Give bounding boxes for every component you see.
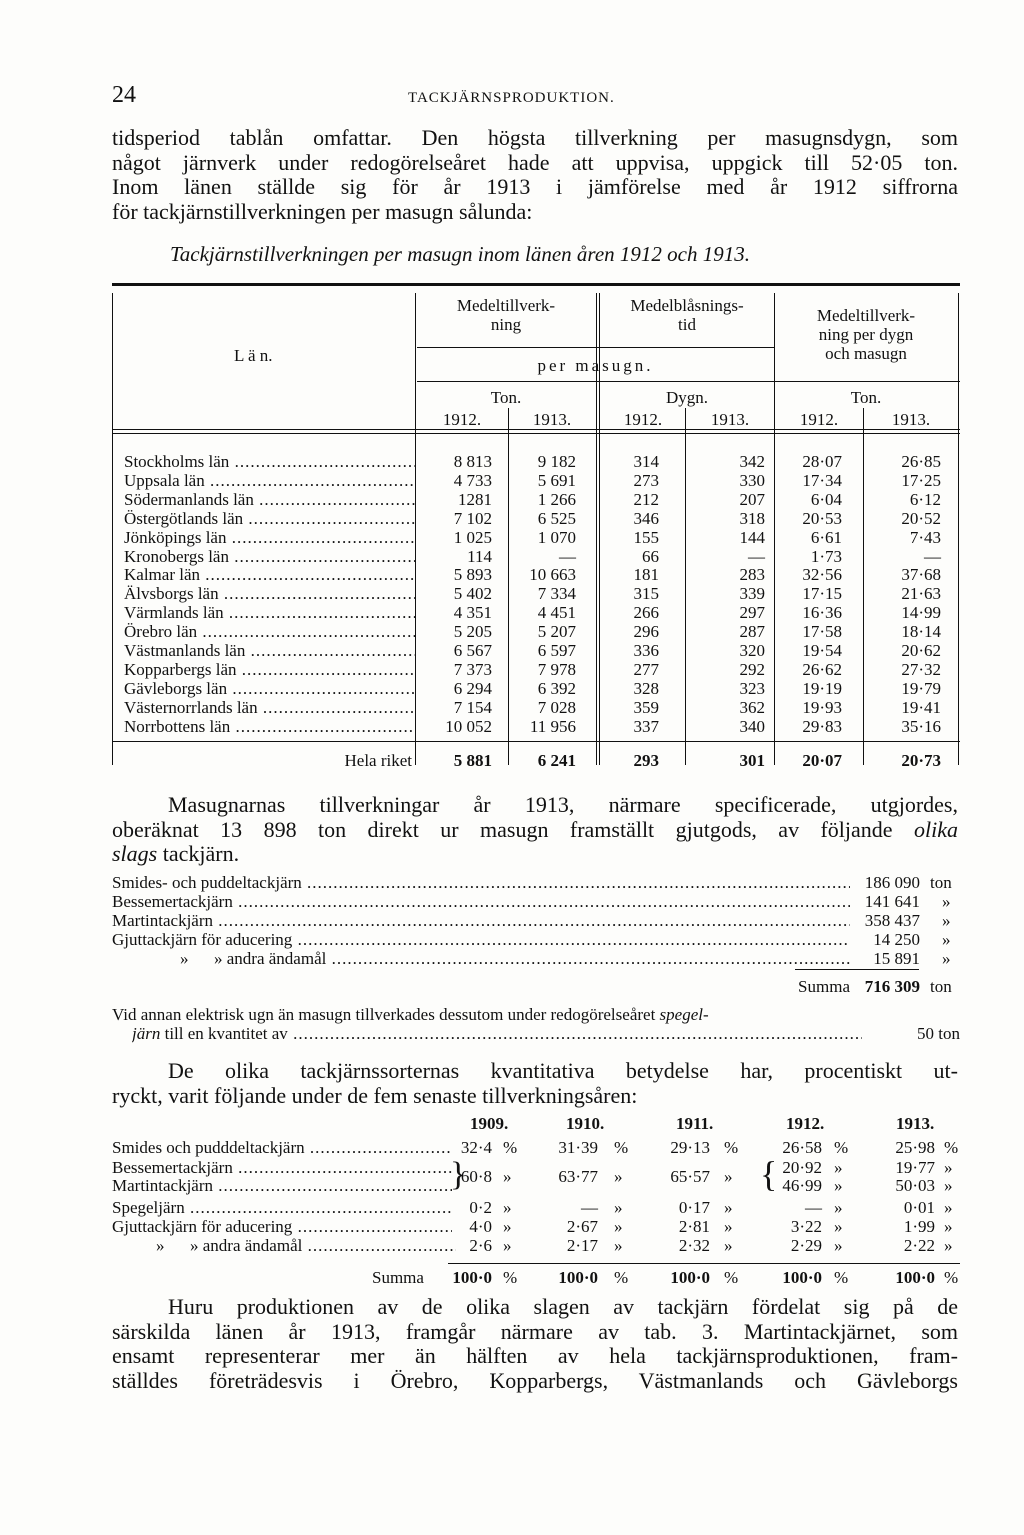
pct-unit: » <box>614 1236 623 1255</box>
sum-value: 716 309 <box>864 977 920 996</box>
table-head-rule <box>112 429 960 430</box>
sum-label: Summa <box>798 977 850 996</box>
para-line-text: oberäknat 13 898 ton direkt ur masugn framställt gjutgods, av följande <box>112 816 893 842</box>
note-italic: spegel- <box>659 1005 709 1024</box>
pct-value: 19·77 <box>895 1158 935 1177</box>
cell-ton-1913: 7 978 <box>537 659 576 679</box>
pct-value: 2·6 <box>469 1236 492 1255</box>
pct-value: 2·32 <box>678 1236 710 1255</box>
pct-unit: % <box>614 1138 629 1157</box>
cell-perday-1913: 14·99 <box>901 603 941 623</box>
closing-paragraph <box>112 1295 958 1393</box>
note-text: till en kvantitet av <box>164 1024 288 1043</box>
cell-ton-1912: 6 294 <box>453 678 492 698</box>
pct-unit: » <box>724 1217 733 1236</box>
cell-ton-1913: 11 956 <box>529 716 576 736</box>
cell-dygn-1913: 283 <box>739 565 765 585</box>
year-1913: 1913. <box>710 410 750 429</box>
note-italic: järn <box>132 1024 161 1043</box>
cell-perday-1913: 17·25 <box>901 470 941 490</box>
pct-value: 2·22 <box>903 1236 935 1255</box>
sort-value: 141 641 <box>850 892 920 912</box>
total-t13: 6 241 <box>537 751 576 770</box>
para-line: Huru produktionen av de olika slagen av tackjärn fördelat sig på de <box>168 1294 958 1319</box>
cell-perday-1913: 20·62 <box>901 641 941 660</box>
cell-perday-1912: 19·19 <box>802 678 842 698</box>
pct-row-label: Spegeljärn ..... <box>112 1198 452 1218</box>
county-name: Östergötlands län ..... <box>124 509 416 529</box>
header-per-day: Medeltillverk- ning per dygn och masugn <box>816 306 916 363</box>
intro-line: för tackjärnstillverkningen per masugn sålunda: <box>112 198 533 224</box>
para-line: ryckt, varit följande under de fem senaste tillverkningsåren: <box>112 1082 638 1108</box>
cell-dygn-1912: 66 <box>642 546 659 566</box>
year-1913: 1913. <box>532 410 572 429</box>
cell-dygn-1913: 339 <box>739 584 765 604</box>
pct-sum-label: Summa <box>372 1268 424 1287</box>
cell-perday-1912: 17·58 <box>802 622 842 642</box>
italic-word: slags <box>112 841 158 866</box>
pct-value: 25·98 <box>895 1138 935 1157</box>
cell-dygn-1913: 323 <box>739 678 765 698</box>
cell-perday-1912: 17·15 <box>802 584 842 604</box>
cell-ton-1913: 6 597 <box>537 641 576 660</box>
pct-row-label: Gjuttackjärn för aducering ..... <box>112 1217 452 1237</box>
cell-perday-1913: 7·43 <box>909 527 941 547</box>
cell-perday-1912: 6·04 <box>810 489 842 509</box>
cell-perday-1912: 19·93 <box>802 697 842 717</box>
cell-perday-1912: 26·62 <box>802 659 842 679</box>
cell-dygn-1913: 340 <box>739 716 765 736</box>
cell-ton-1913: 1 266 <box>537 489 576 509</box>
cell-ton-1913: 1 070 <box>537 527 576 547</box>
pct-value: 2·17 <box>566 1236 598 1255</box>
cell-perday-1913: — <box>924 546 941 566</box>
cell-ton-1912: 4 351 <box>453 603 492 623</box>
pct-row-label: » » andra ändamål ..... <box>156 1236 456 1256</box>
intro-line: Inom länen ställde sig för år 1913 i jämförelse med år 1912 siffrorna <box>112 174 958 199</box>
pct-unit: » <box>944 1158 953 1177</box>
total-t12: 5 881 <box>453 751 492 770</box>
pct-unit: » <box>834 1198 843 1217</box>
cell-ton-1912: 5 402 <box>453 584 492 604</box>
intro-line: något järnverk under redogörelseåret hade att uppvisa, uppgick till 52·05 ton. <box>112 149 958 175</box>
cell-ton-1913: — <box>559 546 576 566</box>
sort-label: Bessemertackjärn ..... <box>112 892 850 912</box>
pct-unit: » <box>503 1167 512 1186</box>
header-production: Medeltillverk- ning <box>456 296 556 334</box>
cell-ton-1912: 7 102 <box>453 508 492 528</box>
cell-dygn-1912: 328 <box>633 678 659 698</box>
table-head-rule-2 <box>112 433 960 434</box>
pct-year: 1913. <box>896 1114 935 1133</box>
cell-ton-1913: 7 334 <box>537 584 576 604</box>
running-title: TACKJÄRNSPRODUKTION. <box>408 90 615 106</box>
cell-dygn-1913: 144 <box>739 527 765 547</box>
note-line-2 <box>132 1024 862 1044</box>
cell-ton-1912: 4 733 <box>453 470 492 490</box>
pct-value: 26·58 <box>782 1138 822 1157</box>
header-per-masugn: per masugn. <box>537 356 654 375</box>
cell-dygn-1913: 292 <box>739 659 765 679</box>
county-name: Kopparbergs län ..... <box>124 660 416 680</box>
sort-unit: ton <box>930 873 952 892</box>
pct-unit: » <box>614 1167 623 1186</box>
cell-ton-1913: 4 451 <box>537 603 576 623</box>
pct-value: — <box>581 1198 598 1217</box>
cell-ton-1912: 114 <box>467 546 492 566</box>
sort-value: 186 090 <box>850 873 920 893</box>
cell-perday-1913: 26·85 <box>901 452 941 471</box>
pct-value: 0·01 <box>903 1198 935 1217</box>
percent-paragraph <box>112 1059 958 1108</box>
cell-perday-1913: 27·32 <box>901 659 941 679</box>
cell-ton-1912: 8 813 <box>453 452 492 471</box>
note-text: Vid annan elektrisk ugn än masugn tillverkades dessutom under redogörelseåret <box>112 1005 656 1024</box>
cell-dygn-1912: 359 <box>633 697 659 717</box>
cell-ton-1912: 5 893 <box>453 565 492 585</box>
para-line <box>112 842 958 867</box>
cell-ton-1912: 6 567 <box>453 641 492 660</box>
pct-sum-value: 100·0 <box>895 1268 935 1287</box>
pct-combined-value: 65·57 <box>670 1167 710 1186</box>
cell-perday-1912: 1·73 <box>810 546 842 566</box>
pct-value: — <box>805 1198 822 1217</box>
cell-dygn-1912: 296 <box>633 622 659 642</box>
cell-dygn-1912: 314 <box>633 452 659 471</box>
cell-ton-1913: 6 525 <box>537 508 576 528</box>
sort-unit: » <box>942 930 951 949</box>
para-line <box>112 818 958 843</box>
pct-sum-value: 100·0 <box>670 1268 710 1287</box>
cell-dygn-1913: 320 <box>739 641 765 660</box>
pct-unit: % <box>503 1138 518 1157</box>
pct-unit: » <box>944 1236 953 1255</box>
table-unit-rule <box>417 381 960 382</box>
cell-dygn-1913: 342 <box>739 452 765 471</box>
pct-sum-unit: % <box>944 1268 959 1287</box>
cell-dygn-1912: 266 <box>633 603 659 623</box>
pct-unit: » <box>944 1176 953 1195</box>
total-d13: 301 <box>739 751 765 770</box>
table-vrule <box>685 408 686 765</box>
para-line: De olika tackjärnssorternas kvantitativa betydelse har, procentiskt ut- <box>168 1058 958 1083</box>
cell-perday-1913: 18·14 <box>901 622 941 642</box>
cell-dygn-1912: 336 <box>633 641 659 660</box>
county-name: Södermanlands län ..... <box>124 490 416 510</box>
county-name: Värmlands län ..... <box>124 603 416 623</box>
cell-perday-1913: 6·12 <box>909 489 941 509</box>
cell-perday-1912: 17·34 <box>802 470 842 490</box>
cell-perday-1912: 28·07 <box>802 452 842 471</box>
cell-dygn-1912: 277 <box>633 659 659 679</box>
table-vrule <box>508 408 509 765</box>
unit-ton-2: Ton. <box>850 388 882 407</box>
pct-unit: » <box>834 1176 843 1195</box>
pct-unit: » <box>724 1167 733 1186</box>
para-line: särskilda länen år 1913, framgår närmare av tab. 3. Martintackjärnet, som <box>112 1318 958 1344</box>
pct-value: 50·03 <box>895 1176 935 1195</box>
unit-ton: Ton. <box>490 388 522 407</box>
pct-unit: » <box>614 1217 623 1236</box>
table-caption: Tackjärnstillverkningen per masugn inom länen åren 1912 och 1913. <box>170 242 750 266</box>
pct-year: 1909. <box>470 1114 509 1133</box>
sort-value: 358 437 <box>850 911 920 931</box>
pct-unit: » <box>503 1217 512 1236</box>
pct-value: 46·99 <box>782 1176 822 1195</box>
cell-ton-1912: 7 154 <box>453 697 492 717</box>
total-label: Hela riket <box>344 751 412 770</box>
cell-dygn-1913: 287 <box>739 622 765 642</box>
sort-label: Martintackjärn ..... <box>112 911 850 931</box>
sum-rule <box>795 969 919 970</box>
pct-unit: » <box>503 1236 512 1255</box>
cell-dygn-1912: 181 <box>633 565 659 585</box>
cell-perday-1913: 20·52 <box>901 508 941 528</box>
pct-value: 31·39 <box>558 1138 598 1157</box>
pct-sum-value: 100·0 <box>782 1268 822 1287</box>
county-name: Kalmar län ..... <box>124 565 416 585</box>
cell-perday-1912: 19·54 <box>802 641 842 660</box>
sort-value: 14 250 <box>850 930 920 950</box>
pct-value: 20·92 <box>782 1158 822 1177</box>
county-name: Kronobergs län ..... <box>124 547 416 567</box>
pct-year: 1912. <box>786 1114 825 1133</box>
pct-value: 2·29 <box>790 1236 822 1255</box>
pct-combined-value: 60·8 <box>460 1167 492 1186</box>
intro-line: tidsperiod tablån omfattar. Den högsta tillverkning per masugnsdygn, som <box>112 125 958 150</box>
table-top-rule <box>112 283 960 286</box>
cell-dygn-1912: 315 <box>633 584 659 604</box>
year-1912: 1912. <box>799 410 839 429</box>
pct-value: 1·99 <box>903 1217 935 1236</box>
pct-value: 3·22 <box>790 1217 822 1236</box>
cell-ton-1912: 7 373 <box>453 659 492 679</box>
pct-unit: » <box>834 1217 843 1236</box>
cell-dygn-1912: 273 <box>633 470 659 490</box>
brace-split: { <box>760 1154 778 1194</box>
county-name: Jönköpings län ..... <box>124 528 416 548</box>
cell-dygn-1912: 212 <box>633 489 659 509</box>
pct-value: 0·17 <box>678 1198 710 1217</box>
county-name: Västmanlands län ..... <box>124 641 416 661</box>
para-line: ställdes företrädesvis i Örebro, Kopparbergs, Västmanlands och Gävleborgs <box>112 1367 958 1393</box>
italic-word: olika <box>914 816 958 842</box>
brace-combined: } <box>450 1156 467 1193</box>
header-blowing-time: Medelblåsnings- tid <box>630 296 744 334</box>
county-name: Stockholms län ..... <box>124 452 416 472</box>
pct-sum-unit: % <box>503 1268 518 1287</box>
county-name: Örebro län ..... <box>124 622 416 642</box>
para-line: ensamt representerar mer än hälften av hela tackjärnsproduktionen, fram- <box>112 1343 958 1368</box>
pct-value: 29·13 <box>670 1138 710 1157</box>
pct-combined-value: 63·77 <box>558 1167 598 1186</box>
pct-unit: % <box>724 1138 739 1157</box>
table-vrule <box>112 293 113 765</box>
unit-dygn: Dygn. <box>665 388 709 407</box>
cell-dygn-1912: 155 <box>633 527 659 547</box>
cell-ton-1913: 6 392 <box>537 678 576 698</box>
sort-unit: » <box>942 911 951 930</box>
header-lan: L ä n. <box>234 346 273 365</box>
note-value: 50 ton <box>917 1024 960 1043</box>
table-vrule <box>958 293 959 765</box>
cell-dygn-1913: 318 <box>739 508 765 528</box>
pct-sum-value: 100·0 <box>558 1268 598 1287</box>
pct-year: 1911. <box>676 1114 714 1133</box>
pct-sum-unit: % <box>834 1268 849 1287</box>
cell-ton-1912: 5 205 <box>453 622 492 642</box>
cell-ton-1913: 9 182 <box>537 452 576 471</box>
cell-perday-1913: 19·79 <box>901 678 941 698</box>
cell-ton-1913: 10 663 <box>529 565 576 585</box>
cell-perday-1913: 21·63 <box>901 584 941 604</box>
county-name: Gävleborgs län ..... <box>124 679 416 699</box>
sum-unit: ton <box>930 977 952 996</box>
cell-perday-1912: 6·61 <box>810 527 842 547</box>
pct-unit: » <box>834 1236 843 1255</box>
pct-sum-value: 100·0 <box>452 1268 492 1287</box>
cell-perday-1912: 29·83 <box>802 716 842 736</box>
sort-label: » » andra ändamål ..... <box>180 949 850 969</box>
sorts-paragraph <box>112 793 958 867</box>
cell-ton-1913: 7 028 <box>537 697 576 717</box>
cell-perday-1913: 37·68 <box>901 565 941 585</box>
cell-dygn-1913: 207 <box>739 489 765 509</box>
table-vrule <box>774 293 775 765</box>
intro-paragraph <box>112 126 958 224</box>
cell-dygn-1913: 330 <box>739 470 765 490</box>
pct-unit: » <box>944 1217 953 1236</box>
sort-value: 15 891 <box>850 949 920 969</box>
county-name: Västernorrlands län ..... <box>124 698 416 718</box>
table-vrule <box>863 408 864 765</box>
pct-unit: » <box>614 1198 623 1217</box>
year-1912: 1912. <box>442 410 482 429</box>
cell-dygn-1912: 337 <box>633 716 659 736</box>
pct-value: 2·81 <box>678 1217 710 1236</box>
note-line-1 <box>112 1005 709 1025</box>
cell-dygn-1913: — <box>748 546 765 566</box>
pct-row-label: Bessemertackjärn ..... <box>112 1158 452 1178</box>
year-1912: 1912. <box>623 410 663 429</box>
total-d12: 293 <box>633 751 659 770</box>
table-total-rule <box>112 741 960 742</box>
pct-unit: » <box>834 1158 843 1177</box>
pct-row-label: Martintackjärn ..... <box>112 1176 452 1196</box>
total-p12: 20·07 <box>802 751 842 770</box>
para-line: Masugnarnas tillverkningar år 1913, närmare specificerade, utgjordes, <box>168 792 958 817</box>
pct-sum-unit: % <box>614 1268 629 1287</box>
sort-unit: » <box>942 892 951 911</box>
county-name: Älvsborgs län ..... <box>124 584 416 604</box>
cell-ton-1912: 1281 <box>458 489 492 509</box>
sort-label: Smides- och puddeltackjärn ..... <box>112 873 850 893</box>
cell-ton-1912: 10 052 <box>445 716 492 736</box>
cell-perday-1912: 16·36 <box>802 603 842 623</box>
cell-dygn-1912: 346 <box>633 508 659 528</box>
pct-row-label: Smides och pudddeltackjärn ..... <box>112 1138 452 1158</box>
total-p13: 20·73 <box>901 751 941 770</box>
pct-unit: % <box>834 1138 849 1157</box>
cell-ton-1912: 1 025 <box>453 527 492 547</box>
cell-ton-1913: 5 691 <box>537 470 576 490</box>
pct-sum-unit: % <box>724 1268 739 1287</box>
cell-perday-1913: 35·16 <box>901 716 941 736</box>
sort-label: Gjuttackjärn för aducering ..... <box>112 930 850 950</box>
cell-dygn-1913: 297 <box>739 603 765 623</box>
pct-value: 2·67 <box>566 1217 598 1236</box>
pct-year: 1910. <box>566 1114 605 1133</box>
cell-ton-1913: 5 207 <box>537 622 576 642</box>
year-1913: 1913. <box>891 410 931 429</box>
para-line-text: tackjärn. <box>162 841 240 866</box>
pct-unit: » <box>724 1236 733 1255</box>
cell-dygn-1913: 362 <box>739 697 765 717</box>
sort-unit: » <box>942 949 951 968</box>
pct-value: 32·4 <box>460 1138 492 1157</box>
page-number: 24 <box>112 82 136 108</box>
cell-perday-1913: 19·41 <box>901 697 941 717</box>
pct-value: 0·2 <box>469 1198 492 1217</box>
pct-value: 4·0 <box>469 1217 492 1236</box>
county-name: Norrbottens län ..... <box>124 717 416 737</box>
pct-unit: » <box>944 1198 953 1217</box>
pct-unit: » <box>503 1198 512 1217</box>
cell-perday-1912: 20·53 <box>802 508 842 528</box>
pct-sum-rule <box>448 1263 960 1264</box>
cell-perday-1912: 32·56 <box>802 565 842 585</box>
county-name: Uppsala län ..... <box>124 471 416 491</box>
pct-unit: % <box>944 1138 959 1157</box>
pct-unit: » <box>724 1198 733 1217</box>
